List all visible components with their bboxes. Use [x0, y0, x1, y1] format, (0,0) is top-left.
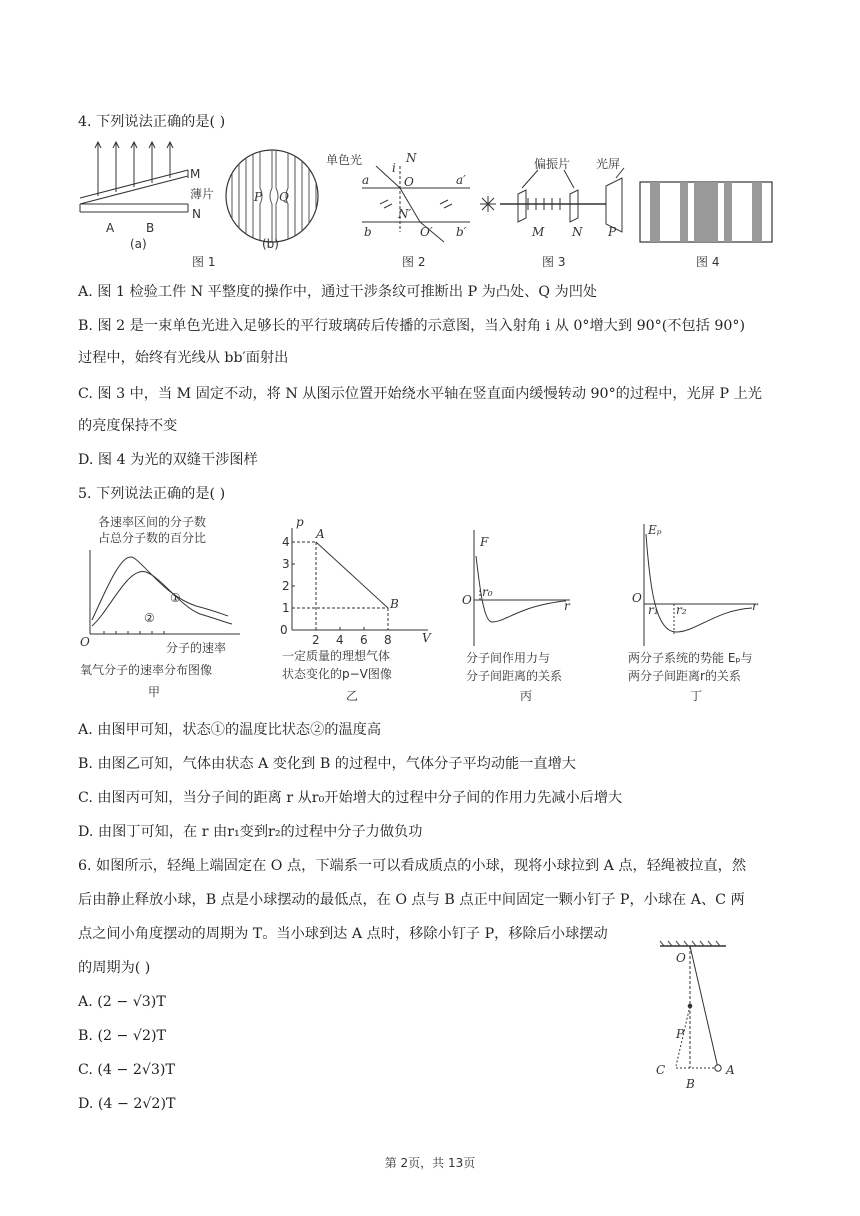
fig1-sub-b: (b)	[262, 237, 279, 251]
q6-pendulum-figure	[650, 940, 750, 1096]
fig1-label-B: B	[146, 221, 155, 235]
q6-stem-line3: 点之间小角度摆动的周期为 T。当小球到达 A 点时，移除小钉子 P，移除后小球摆动	[78, 926, 608, 942]
q4-option-b-line2: 过程中，始终有光线从 bb′面射出	[78, 350, 289, 366]
fig3-caption: 图 3	[542, 255, 566, 269]
q6-option-a: A. (2 − √3)T	[78, 994, 166, 1010]
fig2-label-O: O	[404, 175, 414, 189]
bing-origin: O	[462, 593, 472, 607]
bing-name: 丙	[520, 689, 533, 703]
fig1-label-A: A	[106, 221, 115, 235]
fig2-label-a: a	[362, 173, 370, 187]
bing-r: r	[564, 599, 570, 613]
fig2-label-O2: O′	[420, 225, 433, 239]
graph-ding	[644, 524, 756, 646]
yi-point-B: B	[390, 597, 399, 611]
fig3-label-polarizer: 偏振片	[534, 157, 571, 171]
ding-r1: r₁	[648, 603, 659, 617]
ding-name: 丁	[690, 689, 703, 703]
ding-desc-1: 两分子系统的势能 Eₚ与	[628, 651, 753, 665]
q4-option-d: D. 图 4 为光的双缝干涉图样	[78, 452, 258, 468]
bing-desc-1: 分子间作用力与	[466, 651, 551, 665]
jia-xlabel: 分子的速率	[166, 641, 227, 655]
q4-option-b-line1: B. 图 2 是一束单色光进入足够长的平行玻璃砖后传播的示意图，当入射角 i 从 0°增大到 90°(不包括 90°)	[78, 318, 746, 334]
q5-option-a: A. 由图甲可知，状态①的温度比状态②的温度高	[78, 722, 382, 738]
fig2-label-a2: a′	[456, 173, 466, 187]
q6-stem-line4: 的周期为( )	[78, 960, 151, 976]
q6-option-d: D. (4 − 2√2)T	[78, 1096, 176, 1112]
jia-origin: O	[80, 635, 90, 649]
fig1-label-M: M	[190, 167, 201, 181]
ding-origin: O	[632, 591, 642, 605]
q5-option-d: D. 由图丁可知，在 r 由r₁变到r₂的过程中分子力做负功	[78, 824, 423, 840]
q4-stem: 4. 下列说法正确的是( )	[78, 114, 226, 130]
fig3-label-screen: 光屏	[596, 157, 621, 171]
fig2-label-b: b	[364, 225, 372, 239]
q5-option-c: C. 由图丙可知，当分子间的距离 r 从r₀开始增大的过程中分子间的作用力先减小后增大	[78, 790, 623, 806]
fig2	[362, 166, 470, 242]
q4-figures	[76, 138, 776, 274]
yi-desc-1: 一定质量的理想气体	[282, 649, 391, 663]
q4-option-c-line1: C. 图 3 中，当 M 固定不动，将 N 从图示位置开始绕水平轴在竖直面内缓慢转动 90°的过程中，光屏 P 上光	[78, 386, 762, 402]
fig1-label-N: N	[192, 207, 201, 221]
jia-name: 甲	[148, 685, 161, 699]
jia-desc: 氧气分子的速率分布图像	[80, 663, 213, 677]
fig1-label-film: 薄片	[190, 187, 215, 201]
fig2-label-N: N	[406, 151, 417, 165]
ding-Ep-label: Eₚ	[648, 523, 662, 537]
q5-option-b: B. 由图乙可知，气体由状态 A 变化到 B 的过程中，气体分子平均动能一直增大	[78, 756, 576, 772]
bing-r0: r₀	[482, 585, 493, 599]
fig3-label-P: P	[608, 225, 617, 239]
jia-curve-2: ②	[144, 611, 155, 625]
fig1-sub-a: (a)	[130, 237, 147, 251]
yi-tick-y4: 4	[282, 535, 290, 549]
fig3-label-M: M	[532, 225, 545, 239]
yi-tick-y3: 3	[282, 557, 290, 571]
fig3	[480, 168, 624, 232]
q5-stem: 5. 下列说法正确的是( )	[78, 486, 226, 502]
q6-stem-line2: 后由静止释放小球，B 点是小球摆动的最低点，在 O 点与 B 点正中间固定一颗小钉子 P，小球在 A、C 两	[78, 892, 745, 908]
fig1-a	[80, 142, 188, 212]
jia-curve-1: ①	[170, 591, 181, 605]
q5-figures	[76, 510, 776, 710]
fig1-label-Q: Q	[279, 190, 289, 204]
yi-p-label: p	[296, 515, 304, 529]
yi-desc-2: 状态变化的p−V图像	[282, 667, 392, 681]
graph-yi	[292, 528, 428, 630]
fig4-caption: 图 4	[696, 255, 720, 269]
q6-option-c: C. (4 − 2√3)T	[78, 1062, 175, 1078]
ding-desc-2: 两分子间距离r的关系	[628, 669, 741, 683]
jia-ylabel-1: 各速率区间的分子数	[98, 515, 207, 529]
yi-tick-y1: 1	[282, 601, 290, 615]
fig2-caption: 图 2	[402, 255, 426, 269]
fig4	[640, 182, 772, 242]
bing-desc-2: 分子间距离的关系	[466, 669, 563, 683]
yi-tick-x2: 2	[312, 633, 320, 647]
yi-tick-y2: 2	[282, 579, 290, 593]
fig1-b	[226, 148, 318, 244]
yi-name: 乙	[346, 689, 359, 703]
yi-tick-x6: 6	[360, 633, 368, 647]
graph-jia	[90, 550, 240, 634]
ding-r2: r₂	[676, 603, 687, 617]
yi-origin: 0	[280, 623, 288, 637]
yi-point-A: A	[316, 527, 325, 541]
pendulum-label-B: B	[686, 1077, 695, 1091]
fig2-label-light: 单色光	[326, 153, 363, 167]
fig3-label-N: N	[572, 225, 583, 239]
ding-r: r	[752, 599, 758, 613]
pendulum-label-O: O	[676, 951, 686, 965]
fig2-label-b2: b′	[456, 225, 467, 239]
pendulum-label-A: A	[726, 1063, 735, 1077]
fig1-caption: 图 1	[192, 255, 216, 269]
q4-option-c-line2: 的亮度保持不变	[78, 418, 178, 434]
bing-F-label: F	[480, 535, 489, 549]
pendulum-label-P: P	[676, 1027, 685, 1041]
fig1-label-P: P	[254, 190, 263, 204]
yi-V-label: V	[422, 631, 431, 645]
jia-ylabel-2: 占总分子数的百分比	[98, 531, 207, 545]
yi-tick-x8: 8	[384, 633, 392, 647]
page-footer: 第 2页，共 13页	[384, 1156, 476, 1170]
fig2-label-i: i	[392, 161, 396, 175]
yi-tick-x4: 4	[336, 633, 344, 647]
q6-option-b: B. (2 − √2)T	[78, 1028, 166, 1044]
pendulum-label-C: C	[656, 1063, 666, 1077]
q4-option-a: A. 图 1 检验工件 N 平整度的操作中，通过干涉条纹可推断出 P 为凸处、Q 为凹处	[78, 284, 598, 300]
fig2-label-N2: N′	[398, 207, 412, 221]
q6-stem-line1: 6. 如图所示，轻绳上端固定在 O 点，下端系一可以看成质点的小球，现将小球拉到 A 点，轻绳被拉直，然	[78, 858, 747, 874]
